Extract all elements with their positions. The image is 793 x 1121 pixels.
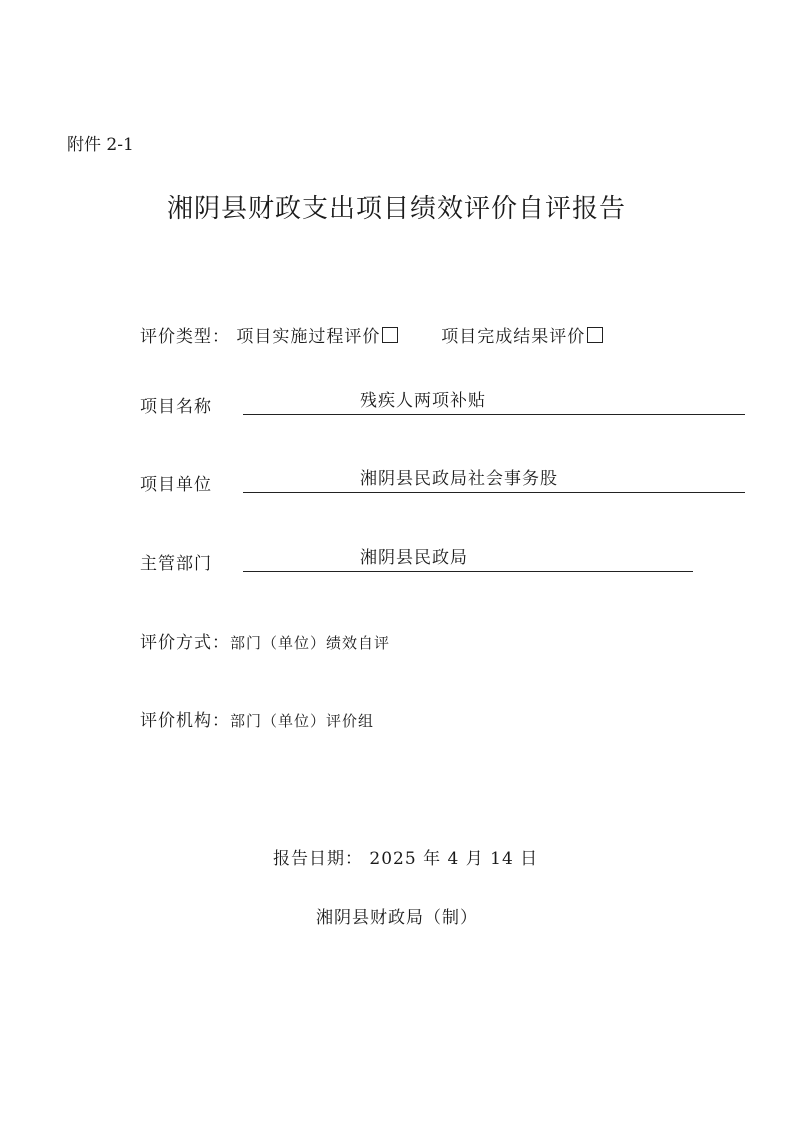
project-name-label: 项目名称 <box>140 397 212 417</box>
department-label: 主管部门 <box>140 554 212 574</box>
project-unit-label: 项目单位 <box>140 475 212 495</box>
option-process-label: 项目实施过程评价 <box>236 327 381 347</box>
report-date-label: 报告日期： <box>273 849 363 869</box>
report-date-row <box>273 844 538 869</box>
report-year-unit: 年 <box>423 849 442 869</box>
page-title: 湘阴县财政支出项目绩效评价自评报告 <box>166 194 626 224</box>
evaluation-method-row <box>140 628 390 653</box>
evaluation-org-row <box>140 706 374 731</box>
option-result-label: 项目完成结果评价 <box>441 327 586 347</box>
project-unit-value: 湘阴县民政局社会事务股 <box>360 469 558 489</box>
option-process-checkbox[interactable] <box>382 327 398 343</box>
issuer: 湘阴县财政局（制） <box>316 908 478 928</box>
project-name-value: 残疾人两项补贴 <box>360 391 486 411</box>
project-unit-field[interactable] <box>243 464 745 493</box>
report-month-unit: 月 <box>465 849 484 869</box>
evaluation-type-label: 评价类型： <box>140 327 230 347</box>
evaluation-org-label: 评价机构： <box>140 711 230 731</box>
report-day-unit: 日 <box>520 849 539 869</box>
evaluation-type-row <box>140 322 603 347</box>
report-month: 4 <box>447 849 460 869</box>
option-result-checkbox[interactable] <box>587 327 603 343</box>
project-name-field[interactable] <box>243 386 745 415</box>
attachment-label: 附件 2-1 <box>67 135 134 155</box>
report-day: 14 <box>490 849 514 869</box>
report-year: 2025 <box>369 849 417 869</box>
evaluation-org-value: 部门（单位）评价组 <box>230 712 375 730</box>
department-field[interactable] <box>243 543 693 572</box>
department-value: 湘阴县民政局 <box>360 548 468 568</box>
evaluation-method-label: 评价方式： <box>140 633 230 653</box>
evaluation-method-value: 部门（单位）绩效自评 <box>230 634 391 652</box>
